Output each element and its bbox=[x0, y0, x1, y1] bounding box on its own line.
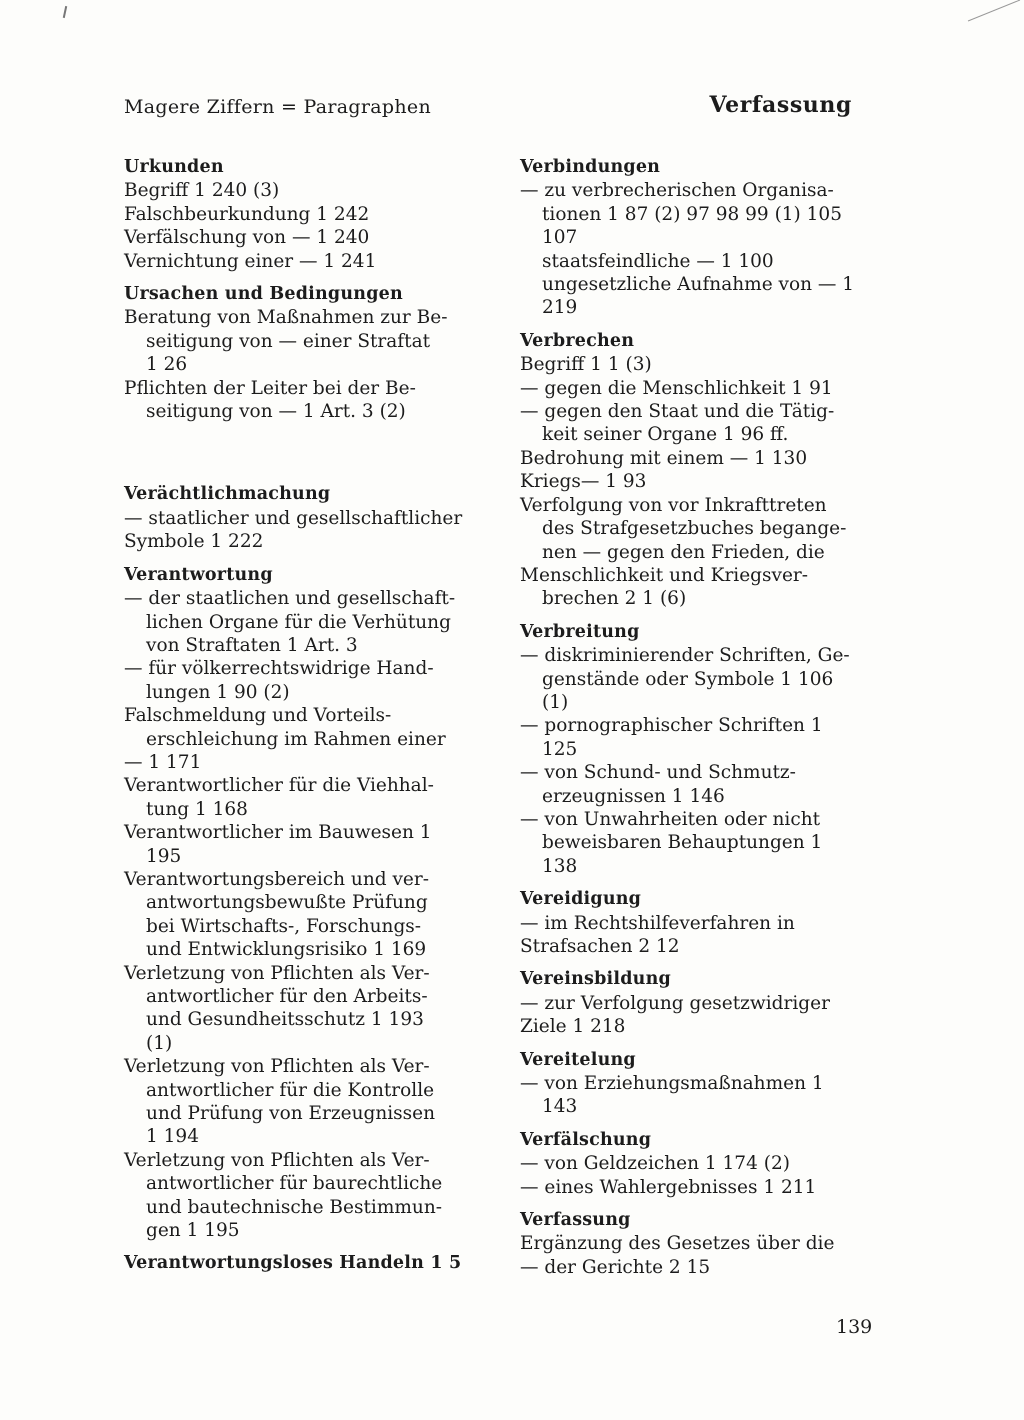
entry-line: antwortlicher für baurechtliche bbox=[146, 1173, 443, 1195]
entry-line: Verfolgung von vor Inkrafttreten bbox=[520, 494, 827, 516]
entry-line: und bautechnische Bestimmun- bbox=[146, 1196, 442, 1218]
entry-line: und Entwicklungsrisiko 1 169 bbox=[146, 939, 427, 961]
entry-line: Verfälschung von — 1 240 bbox=[124, 227, 370, 249]
entry-line: — von Schund- und Schmutz- bbox=[520, 762, 796, 784]
entry-line: (1) bbox=[146, 1032, 173, 1054]
entry-heading: Verbrechen bbox=[520, 330, 635, 351]
entry-line: erschleichung im Rahmen einer bbox=[146, 728, 446, 750]
entry-line: Verletzung von Pflichten als Ver- bbox=[124, 1056, 430, 1078]
entry-line: Verantwortlicher im Bauwesen 1 bbox=[124, 822, 432, 844]
entry-line: Ziele 1 218 bbox=[520, 1016, 626, 1038]
index-entry bbox=[520, 888, 866, 958]
entry-line: 1 194 bbox=[146, 1126, 199, 1148]
entry-line: tung 1 168 bbox=[146, 798, 248, 820]
right-column bbox=[520, 156, 866, 1289]
index-entry bbox=[124, 283, 476, 423]
entry-line: Ergänzung des Gesetzes über die bbox=[520, 1233, 835, 1255]
entry-heading: Verantwortungsloses Handeln 1 5 bbox=[124, 1253, 462, 1274]
entry-line: — von Unwahrheiten oder nicht bbox=[520, 808, 821, 830]
entry-line: Falschbeurkundung 1 242 bbox=[124, 203, 370, 225]
entry-line: — eines Wahlergebnisses 1 211 bbox=[520, 1176, 817, 1198]
entry-line: seitigung von — einer Straftat bbox=[146, 330, 431, 352]
left-column bbox=[124, 156, 476, 1286]
entry-line: 195 bbox=[146, 845, 182, 867]
entry-line: Pflichten der Leiter bei der Be- bbox=[124, 377, 416, 399]
entry-line: — für völkerrechtswidrige Hand- bbox=[124, 658, 434, 680]
entry-line: — 1 171 bbox=[124, 751, 202, 773]
index-entry bbox=[520, 330, 866, 611]
index-entry bbox=[520, 968, 866, 1038]
entry-line: 1 26 bbox=[146, 354, 188, 376]
entry-line: Verletzung von Pflichten als Ver- bbox=[124, 1149, 430, 1171]
entry-heading: Verbindungen bbox=[520, 157, 661, 177]
entry-line: Strafsachen 2 12 bbox=[520, 936, 680, 957]
entry-line: — der Gerichte 2 15 bbox=[520, 1256, 711, 1278]
entry-heading: Verächtlichmachung bbox=[124, 484, 331, 505]
page-number: 139 bbox=[836, 1316, 873, 1338]
legend-note: Magere Ziffern = Paragraphen bbox=[124, 96, 431, 118]
entry-line: Falschmeldung und Vorteils- bbox=[124, 705, 392, 727]
entry-line: Bedrohung mit einem — 1 130 bbox=[520, 447, 808, 469]
entry-line: (1) bbox=[542, 691, 569, 713]
index-entry bbox=[520, 621, 866, 878]
index-entry bbox=[124, 483, 476, 553]
entry-heading: Ursachen und Bedingungen bbox=[124, 284, 403, 305]
entry-line: — staatlicher und gesellschaftlicher bbox=[124, 507, 463, 529]
entry-heading: Vereinsbildung bbox=[520, 969, 671, 990]
entry-heading: Verantwortung bbox=[124, 564, 273, 585]
entry-line: — zur Verfolgung gesetzwidriger bbox=[520, 992, 830, 1014]
index-entry bbox=[124, 1252, 476, 1275]
entry-line: Symbole 1 222 bbox=[124, 531, 264, 553]
entry-line: lungen 1 90 (2) bbox=[146, 681, 290, 703]
entry-line: staatsfeindliche — 1 100 bbox=[542, 250, 774, 272]
index-entry bbox=[124, 156, 476, 273]
scan-mark bbox=[63, 6, 67, 18]
entry-line: nen — gegen den Frieden, die bbox=[542, 541, 825, 563]
entry-heading: Urkunden bbox=[124, 157, 224, 177]
entry-line: 143 bbox=[542, 1096, 578, 1118]
running-head: Verfassung bbox=[709, 92, 852, 118]
entry-line: Verantwortungsbereich und ver- bbox=[124, 868, 429, 890]
entry-line: erzeugnissen 1 146 bbox=[542, 785, 725, 807]
entry-line: antwortlicher für den Arbeits- bbox=[146, 986, 428, 1007]
entry-line: Kriegs— 1 93 bbox=[520, 471, 647, 493]
entry-line: — von Geldzeichen 1 174 (2) bbox=[520, 1153, 790, 1175]
entry-line: seitigung von — 1 Art. 3 (2) bbox=[146, 401, 406, 423]
entry-line: Vernichtung einer — 1 241 bbox=[124, 250, 377, 272]
entry-line: Beratung von Maßnahmen zur Be- bbox=[124, 307, 448, 329]
entry-line: beweisbaren Behauptungen 1 bbox=[542, 832, 823, 854]
entry-line: Verantwortlicher für die Viehhal- bbox=[124, 775, 434, 797]
entry-heading: Vereitelung bbox=[520, 1049, 636, 1070]
entry-line: — der staatlichen und gesellschaft- bbox=[124, 588, 456, 610]
entry-line: antwortungsbewußte Prüfung bbox=[146, 892, 428, 914]
scan-mark bbox=[968, 0, 1020, 21]
entry-line: tionen 1 87 (2) 97 98 99 (1) 105 bbox=[542, 203, 842, 225]
entry-line: antwortlicher für die Kontrolle bbox=[146, 1079, 435, 1101]
entry-heading: Verfälschung bbox=[520, 1129, 652, 1150]
entry-line: ungesetzliche Aufnahme von — 1 bbox=[542, 274, 855, 296]
entry-line: bei Wirtschafts-, Forschungs- bbox=[146, 915, 422, 937]
entry-line: — im Rechtshilfeverfahren in bbox=[520, 912, 795, 934]
entry-heading: Verfassung bbox=[520, 1210, 631, 1231]
entry-line: — zu verbrecherischen Organisa- bbox=[520, 180, 834, 202]
entry-line: des Strafgesetzbuches begange- bbox=[542, 518, 847, 540]
entry-line: — pornographischer Schriften 1 bbox=[520, 715, 823, 737]
entry-line: und Gesundheitsschutz 1 193 bbox=[146, 1009, 424, 1031]
entry-line: — gegen den Staat und die Tätig- bbox=[520, 401, 835, 423]
entry-line: keit seiner Organe 1 96 ff. bbox=[542, 424, 789, 446]
entry-line: von Straftaten 1 Art. 3 bbox=[146, 634, 358, 656]
entry-line: — von Erziehungsmaßnahmen 1 bbox=[520, 1073, 824, 1095]
index-entry bbox=[124, 564, 476, 1243]
entry-line: 107 bbox=[542, 227, 578, 249]
entry-line: 219 bbox=[542, 297, 578, 319]
entry-line: Verletzung von Pflichten als Ver- bbox=[124, 962, 430, 984]
index-entry bbox=[520, 1129, 866, 1199]
index-entry bbox=[520, 156, 866, 320]
entry-line: — gegen die Menschlichkeit 1 91 bbox=[520, 377, 833, 399]
entry-line: gen 1 195 bbox=[146, 1220, 240, 1242]
entry-heading: Verbreitung bbox=[520, 621, 640, 642]
index-entry bbox=[520, 1049, 866, 1119]
entry-line: Begriff 1 1 (3) bbox=[520, 354, 652, 376]
entry-line: Begriff 1 240 (3) bbox=[124, 180, 280, 202]
entry-line: lichen Organe für die Verhütung bbox=[146, 611, 451, 633]
entry-line: 138 bbox=[542, 855, 578, 877]
entry-line: und Prüfung von Erzeugnissen bbox=[146, 1103, 436, 1125]
entry-line: brechen 2 1 (6) bbox=[542, 588, 687, 610]
entry-line: genstände oder Symbole 1 106 bbox=[542, 668, 834, 690]
entry-heading: Vereidigung bbox=[520, 889, 642, 910]
entry-line: Menschlichkeit und Kriegsver- bbox=[520, 564, 808, 586]
entry-line: — diskriminierender Schriften, Ge- bbox=[520, 645, 850, 667]
entry-line: 125 bbox=[542, 738, 578, 760]
index-entry bbox=[520, 1209, 866, 1279]
